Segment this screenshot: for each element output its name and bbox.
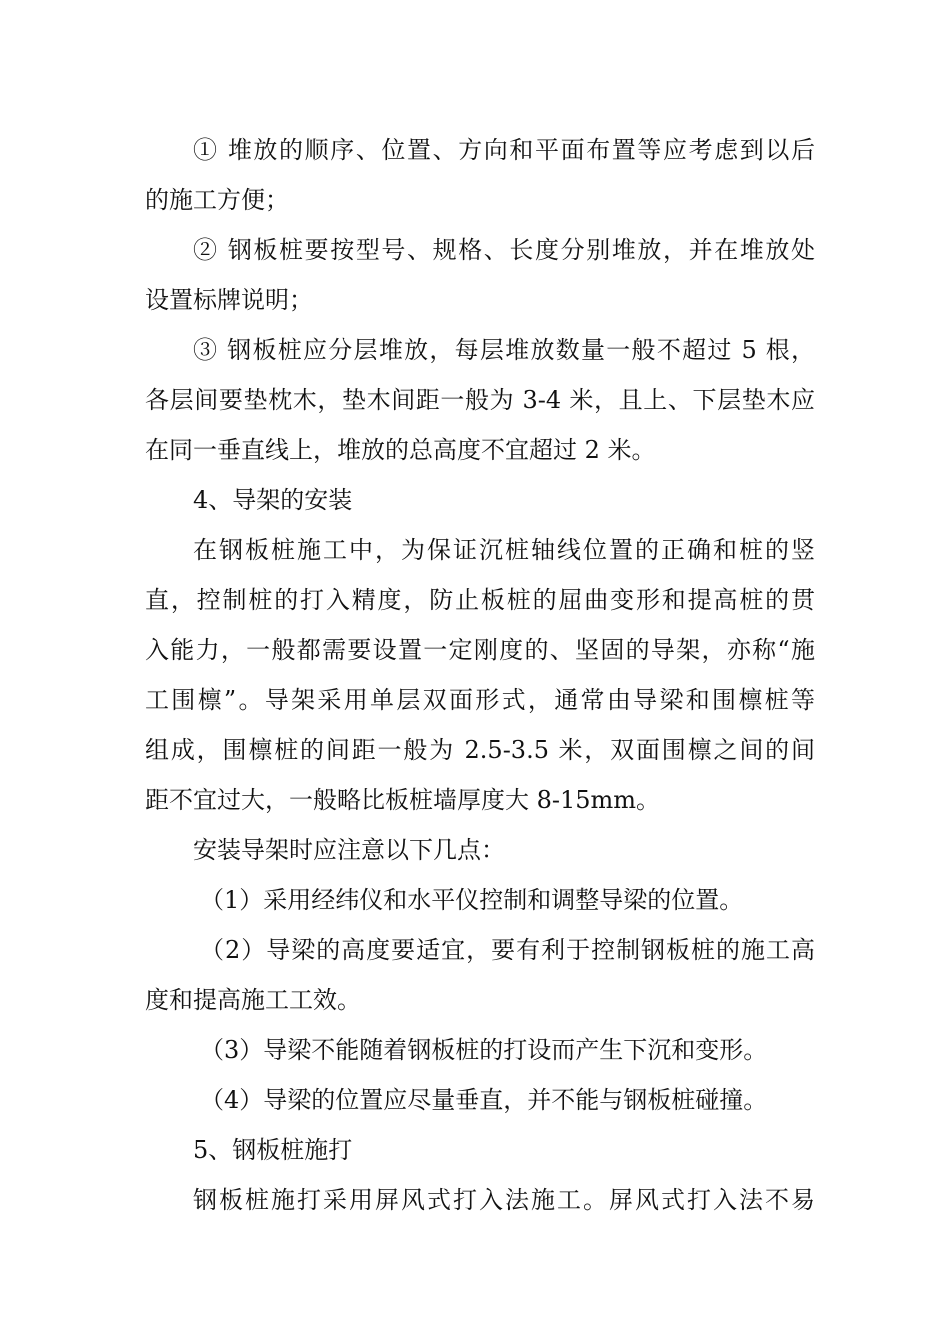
text-line: 入能力，一般都需要设置一定刚度的、坚固的导架，亦称“施 bbox=[145, 636, 815, 664]
text-line: ② 钢板桩要按型号、规格、长度分别堆放，并在堆放处 bbox=[193, 236, 815, 264]
text-line: 钢板桩施打采用屏风式打入法施工。屏风式打入法不易 bbox=[193, 1186, 815, 1214]
text-line: 安装导架时应注意以下几点： bbox=[193, 836, 505, 864]
list-item: （3）导梁不能随着钢板桩的打设而产生下沉和变形。 bbox=[200, 1036, 768, 1064]
text-line: 在同一垂直线上，堆放的总高度不宜超过 2 米。 bbox=[145, 436, 656, 464]
text-line: 各层间要垫枕木，垫木间距一般为 3-4 米，且上、下层垫木应 bbox=[145, 386, 815, 414]
list-item: （4）导梁的位置应尽量垂直，并不能与钢板桩碰撞。 bbox=[200, 1086, 768, 1114]
text-line: 组成，围檩桩的间距一般为 2.5-3.5 米，双面围檩之间的间 bbox=[145, 736, 815, 764]
text-line: ① 堆放的顺序、位置、方向和平面布置等应考虑到以后 bbox=[193, 136, 815, 164]
list-item: （1）采用经纬仪和水平仪控制和调整导梁的位置。 bbox=[200, 886, 744, 914]
text-line: 在钢板桩施工中，为保证沉桩轴线位置的正确和桩的竖 bbox=[193, 536, 815, 564]
list-item: （2）导梁的高度要适宜，要有利于控制钢板桩的施工高 bbox=[200, 936, 815, 964]
text-line: 的施工方便； bbox=[145, 186, 289, 214]
section-heading: 5、钢板桩施打 bbox=[193, 1136, 353, 1164]
text-line: 直，控制桩的打入精度，防止板桩的屈曲变形和提高桩的贯 bbox=[145, 586, 815, 614]
section-heading: 4、导架的安装 bbox=[193, 486, 353, 514]
text-line: 度和提高施工工效。 bbox=[145, 986, 361, 1014]
text-line: ③ 钢板桩应分层堆放，每层堆放数量一般不超过 5 根， bbox=[193, 336, 815, 364]
text-line: 距不宜过大，一般略比板桩墙厚度大 8-15mm。 bbox=[145, 786, 661, 814]
text-line: 工围檩”。导架采用单层双面形式，通常由导梁和围檩桩等 bbox=[145, 686, 815, 714]
text-line: 设置标牌说明； bbox=[145, 286, 313, 314]
